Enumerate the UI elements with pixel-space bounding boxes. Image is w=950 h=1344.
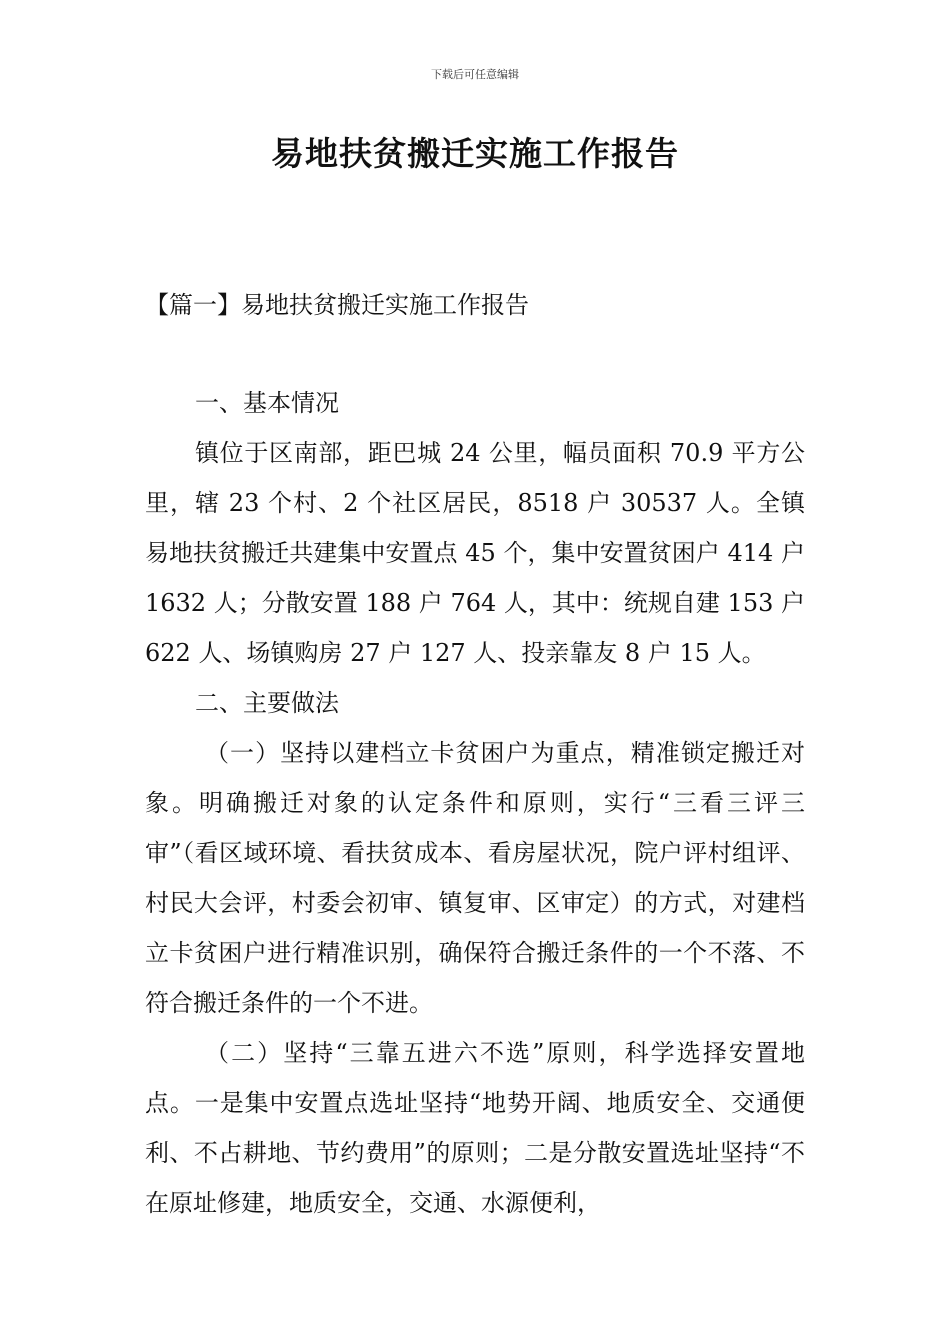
heading-basic-situation: 一、基本情况	[195, 389, 339, 417]
paragraph-basic-situation: 镇位于区南部，距巴城 24 公里，幅员面积 70.9 平方公里，辖 23 个村、2 个社区居民，8518 户 30537 人。全镇易地扶贫搬迁共建集中安置点 45 个，集中安置贫困户 414 户 1632 人；分散安置 188 户 764 人，其中：统规自建 153 户 622 人、场镇购房 27 户 127 人、投亲靠友 8 户 15 人。	[145, 439, 805, 667]
page-header: 下载后可任意编辑	[431, 68, 519, 81]
section-title: 【篇一】易地扶贫搬迁实施工作报告	[145, 291, 529, 319]
paragraph-practice-1: （一）坚持以建档立卡贫困户为重点，精准锁定搬迁对象。明确搬迁对象的认定条件和原则，实行“三看三评三审”（看区域环境、看扶贫成本、看房屋状况，院户评村组评、村民大会评，村委会初审、镇复审、区审定）的方式，对建档立卡贫困户进行精准识别，确保符合搬迁条件的一个不落、不符合搬迁条件的一个不进。	[145, 739, 805, 1017]
heading-main-practices: 二、主要做法	[195, 689, 339, 717]
paragraph-practice-2: （二）坚持“三靠五进六不选”原则，科学选择安置地点。一是集中安置点选址坚持“地势开阔、地质安全、交通便利、不占耕地、节约费用”的原则；二是分散安置选址坚持“不在原址修建，地质安全，交通、水源便利，	[145, 1039, 805, 1217]
document-title: 易地扶贫搬迁实施工作报告	[271, 134, 679, 173]
